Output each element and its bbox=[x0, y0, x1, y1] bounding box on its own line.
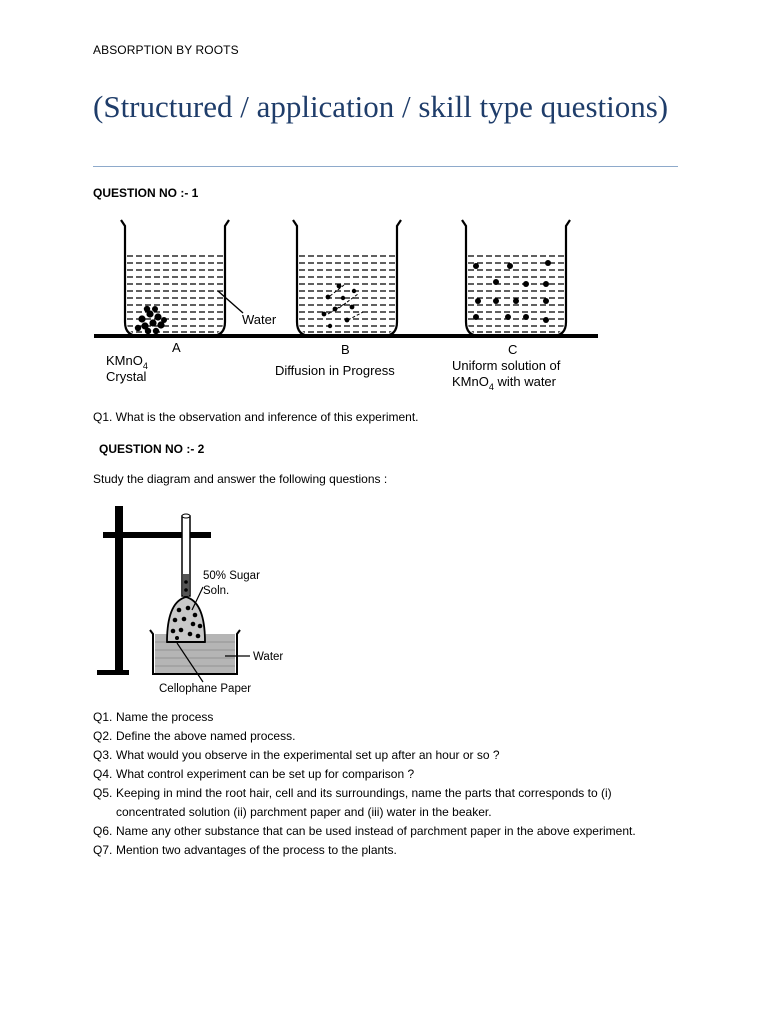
retort-stand bbox=[115, 506, 123, 674]
diffusion-figure bbox=[90, 212, 610, 402]
uniform-particles bbox=[473, 260, 551, 323]
beaker-c-caption-1: Uniform solution of bbox=[452, 358, 561, 373]
question-1-q1: Q1. What is the observation and inference of this experiment. bbox=[93, 410, 419, 424]
beaker-c-letter: C bbox=[508, 342, 518, 357]
title-divider bbox=[93, 166, 678, 167]
beaker-a bbox=[121, 220, 243, 336]
page-title: (Structured / application / skill type questions) bbox=[93, 89, 669, 124]
list-item: Q5. Keeping in mind the root hair, cell and its surroundings, name the parts that corresponds to (i) concentrated solution (ii) parchment paper and (iii) water in the beaker. bbox=[93, 786, 612, 819]
osmosis-figure bbox=[95, 502, 295, 700]
list-item: Q3. What would you observe in the experimental set up after an hour or so ? bbox=[93, 748, 500, 762]
sugar-solution-label: 50% Sugar bbox=[203, 570, 260, 582]
water-label-2: Water bbox=[253, 651, 284, 663]
question-1-heading: QUESTION NO :- 1 bbox=[93, 186, 199, 200]
crystal-label-2: Crystal bbox=[106, 369, 147, 384]
diffusing-particles bbox=[322, 284, 357, 329]
beaker-b-caption: Diffusion in Progress bbox=[275, 363, 395, 378]
list-item: Q7. Mention two advantages of the process to the plants. bbox=[93, 843, 397, 857]
sugar-solution-label-2: Soln. bbox=[203, 585, 230, 597]
question-2-instruction: Study the diagram and answer the following questions : bbox=[93, 472, 388, 486]
list-item: Q4. What control experiment can be set up for comparison ? bbox=[93, 767, 415, 781]
beaker-a-letter: A bbox=[172, 340, 181, 355]
beaker-c-caption-2: KMnO$_4$ with water bbox=[452, 374, 556, 392]
question-2-heading: QUESTION NO :- 2 bbox=[99, 442, 205, 456]
kmno4-crystals bbox=[135, 306, 167, 334]
section-header: ABSORPTION BY ROOTS bbox=[93, 43, 239, 57]
stand-clamp-arm bbox=[103, 532, 211, 538]
beaker-c bbox=[462, 220, 570, 336]
list-item: Q6. Name any other substance that can be used instead of parchment paper in the above experiment. bbox=[93, 824, 636, 838]
crystal-label: KMnO$_4$ bbox=[106, 353, 148, 371]
list-item: Q1. Name the process bbox=[93, 710, 214, 724]
cellophane-label: Cellophane Paper bbox=[159, 683, 252, 695]
water-label: Water bbox=[242, 312, 277, 327]
list-item: Q2. Define the above named process. bbox=[93, 729, 296, 743]
beaker-b bbox=[293, 220, 401, 336]
question-2-list bbox=[93, 708, 668, 860]
beaker-b-letter: B bbox=[341, 342, 350, 357]
